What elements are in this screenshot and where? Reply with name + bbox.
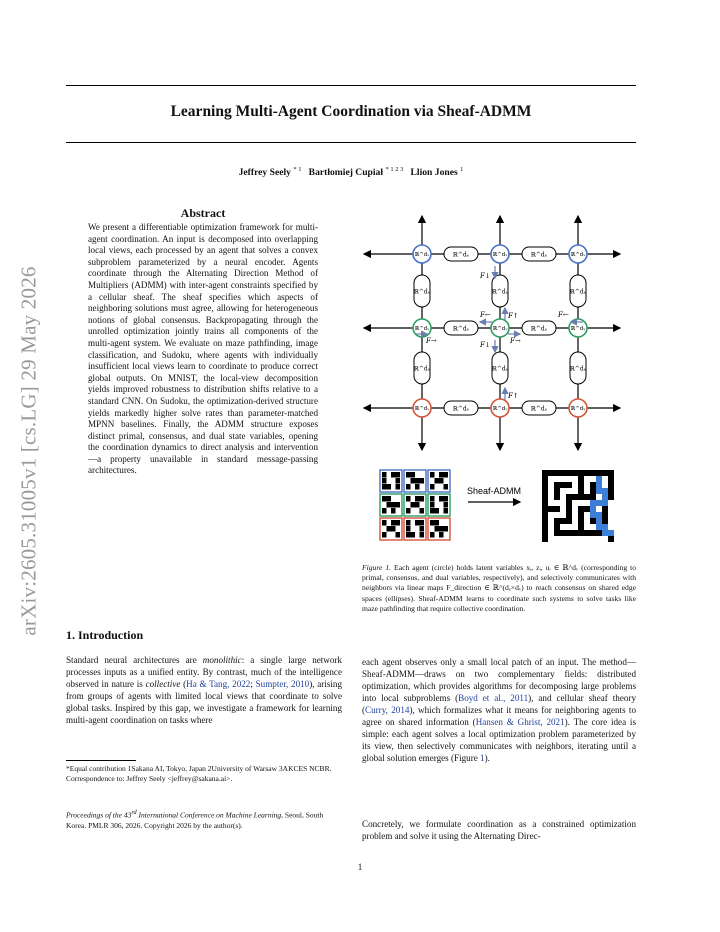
maze-wall-cell <box>420 526 425 532</box>
solution-path-cell <box>602 524 608 530</box>
maze-open-cell <box>602 476 608 482</box>
maze-open-cell <box>548 512 554 518</box>
maze-open-cell <box>572 524 578 530</box>
maze-open-cell <box>572 512 578 518</box>
author-name: Bartłomiej Cupiał <box>308 167 384 179</box>
maze-wall-cell <box>411 532 416 538</box>
edge-space-label: ℝ^dₑ <box>569 365 587 373</box>
maze-wall-cell <box>420 532 425 538</box>
maze-open-cell <box>548 518 554 524</box>
maze-wall-cell <box>415 484 420 490</box>
maze-open-cell <box>560 500 566 506</box>
maze-open-cell <box>608 500 614 506</box>
solution-path-cell <box>602 488 608 494</box>
solution-path-cell <box>590 506 596 512</box>
maze-wall-cell <box>420 508 425 514</box>
maze-wall-cell <box>444 484 449 490</box>
maze-open-cell <box>548 488 554 494</box>
maze-open-cell <box>590 536 596 542</box>
maze-open-cell <box>554 500 560 506</box>
sheaf-admm-label: Sheaf-ADMM <box>466 486 522 496</box>
maze-open-cell <box>560 512 566 518</box>
caption-text: Each agent (circle) holds latent variables xᵢ, zᵢ, uᵢ ∈ ℝ^dᵥ (corresponding to primal, consensus, and dual variables, respectively), and selectively communicates with neighbors via linear maps F_direction ∈ ℝ^(dₑ×dᵥ) to reach consensus on shared edge spaces (ellipses). Sheaf-ADMM learns to coordinate such systems to solve tasks like maze pathfinding that require collective coordination. <box>362 563 637 613</box>
solved-maze <box>542 470 614 542</box>
edge-space-label: ℝ^dₑ <box>569 288 587 296</box>
emphasis: collective <box>145 679 181 689</box>
maze-open-cell <box>602 482 608 488</box>
agent-node-label: ℝ^dᵥ <box>570 252 586 259</box>
maze-wall-cell <box>406 508 411 514</box>
maze-wall-cell <box>415 478 420 484</box>
solution-path-cell <box>590 500 596 506</box>
edge-space-label: ℝ^dₑ <box>530 251 548 259</box>
figure-link[interactable]: 1 <box>480 753 485 763</box>
maze-open-cell <box>560 476 566 482</box>
citation-link[interactable]: Hansen & Ghrist, 2021 <box>475 717 565 727</box>
citation-link[interactable]: Boyd et al., 2011 <box>458 693 529 703</box>
agent-node-label: ℝ^dᵥ <box>414 406 430 413</box>
title-rule <box>66 142 636 143</box>
agent-node-label: ℝ^dᵥ <box>414 326 430 333</box>
intro-paragraph-right-2: Concretely, we formulate coordination as a constrained optimization problem and solve it using the Alternating Direc- <box>362 819 636 841</box>
maze-open-cell <box>572 476 578 482</box>
maze-open-cell <box>554 476 560 482</box>
maze-wall-cell <box>391 472 396 478</box>
abstract-text: We present a differentiable optimization framework for multi-agent coordination. An input is decomposed into overlapping local views, each processed by an agent that solves a convex subproblem parameterized by a neural encoder. Agents coordinate through the Alternating Direction Method of Multipliers (ADMM) with inter-agent constraints specified by a cellular sheaf. The sheaf specifies which aspects of neighboring solutions must agree, allowing for heterogeneous notions of global consensus. Backpropagating through the unrolled optimization jointly trains all components of the multi-agent system. We evaluate on maze pathfinding, image classification, and Sudoku, where agents with individually insufficient local views learn to coordinate to produce correct global outputs. On MNIST, the local-view decomposition yields improved robustness to distribution shifts relative to a standard CNN. On Sudoku, the optimization-derived structure yields markedly higher solve rates than parameter-matched MPNN baselines. Finally, the ADMM structure exposes distinct primal, consensus, and dual state variables, opening the coordination dynamics to direct analysis and intervention—a property unavailable in standard message-passing architectures. <box>88 222 318 476</box>
map-label: F→ <box>510 337 521 345</box>
citation-link[interactable]: Ha & Tang, 2022 <box>186 679 251 689</box>
maze-wall-cell <box>444 472 449 478</box>
maze-open-cell <box>572 518 578 524</box>
intro-paragraph-left <box>66 654 342 726</box>
maze-open-cell <box>560 488 566 494</box>
maze-open-cell <box>608 506 614 512</box>
edge-space-label: ℝ^dₑ <box>452 405 470 413</box>
maze-open-cell <box>560 494 566 500</box>
page-number: 1 <box>357 862 363 872</box>
text-run: ), arising from groups of agents with limited local views that coordinate to solve global tasks. Inspired by this gap, we investigate a framework for learning multi-agent coordination on tasks where <box>66 679 343 725</box>
solution-path-cell <box>590 512 596 518</box>
maze-open-cell <box>578 500 584 506</box>
text-run: ), which formalizes what it means for neighboring agents to agree on shared information ( <box>362 705 636 727</box>
map-label: F→ <box>426 337 437 345</box>
maze-open-cell <box>608 518 614 524</box>
maze-open-cell <box>584 500 590 506</box>
solution-path-cell <box>608 530 614 536</box>
maze-open-cell <box>572 488 578 494</box>
maze-open-cell <box>590 476 596 482</box>
intro-paragraph-right <box>362 656 636 764</box>
agent-node-label: ℝ^dᵥ <box>492 406 508 413</box>
solution-path-cell <box>602 530 608 536</box>
maze-wall-cell <box>382 478 387 484</box>
maze-open-cell <box>548 530 554 536</box>
maze-wall-cell <box>382 532 387 538</box>
author-name: Jeffrey Seely <box>238 167 291 179</box>
footnote-rule <box>66 760 136 761</box>
maze-open-cell <box>602 536 608 542</box>
maze-open-cell <box>572 506 578 512</box>
maze-open-cell <box>608 524 614 530</box>
maze-wall-cell <box>439 532 444 538</box>
maze-open-cell <box>566 488 572 494</box>
maze-wall-cell <box>406 520 411 526</box>
maze-wall-cell <box>439 526 444 532</box>
maze-wall-cell <box>439 472 444 478</box>
maze-wall-cell <box>391 520 396 526</box>
solution-path-cell <box>596 512 602 518</box>
maze-wall-cell <box>387 496 392 502</box>
maze-open-cell <box>596 536 602 542</box>
maze-wall-cell <box>430 508 435 514</box>
maze-wall-cell <box>420 520 425 526</box>
agent-node-label: ℝ^dᵥ <box>492 252 508 259</box>
emphasis: monolithic <box>202 655 242 665</box>
map-label: F↑ <box>508 392 519 400</box>
edge-space-label: ℝ^dₑ <box>413 365 431 373</box>
edge-space-label: ℝ^dₑ <box>413 288 431 296</box>
author-name: Llion Jones <box>410 167 458 179</box>
maze-wall-cell <box>391 508 396 514</box>
maze-wall-cell <box>387 502 392 508</box>
maze-wall-cell <box>382 472 387 478</box>
map-label: F↑ <box>508 312 519 320</box>
footnote: *Equal contribution 1Sakana AI, Tokyo, Japan 2University of Warsaw 3AKCES NCBR. Correspondence to: Jeffrey Seely <jeffrey@sakana.ai>. <box>66 764 332 783</box>
maze-open-cell <box>554 512 560 518</box>
edge-space-label: ℝ^dₑ <box>530 325 548 333</box>
maze-wall-cell <box>387 526 392 532</box>
maze-wall-cell <box>406 532 411 538</box>
maze-wall-cell <box>387 484 392 490</box>
maze-open-cell <box>584 524 590 530</box>
maze-open-cell <box>584 488 590 494</box>
text-run: : a single large network processes inputs as a unified entity. By contrast, much of the intelligence observed in nature is <box>66 655 342 689</box>
solution-path-cell <box>596 524 602 530</box>
maze-open-cell <box>584 536 590 542</box>
maze-open-cell <box>566 476 572 482</box>
maze-open-cell <box>560 536 566 542</box>
maze-wall-cell <box>406 484 411 490</box>
text-run: ), and cellular sheaf theory ( <box>362 693 636 715</box>
edge-space-label: ℝ^dₑ <box>491 288 509 296</box>
maze-open-cell <box>608 512 614 518</box>
maze-open-cell <box>566 524 572 530</box>
maze-wall-cell <box>396 484 401 490</box>
maze-wall-cell <box>382 508 387 514</box>
solution-path-cell <box>596 518 602 524</box>
maze-wall-cell <box>430 502 435 508</box>
text-run: ; <box>250 679 256 689</box>
edge-space-label: ℝ^dₑ <box>491 365 509 373</box>
maze-wall-cell <box>444 496 449 502</box>
maze-open-cell <box>572 482 578 488</box>
maze-wall-cell <box>396 502 401 508</box>
paper-title: Learning Multi-Agent Coordination via Sheaf-ADMM <box>170 103 532 120</box>
maze-wall-cell <box>420 496 425 502</box>
maze-wall-cell <box>444 526 449 532</box>
arxiv-watermark <box>16 256 42 646</box>
solution-path-cell <box>596 476 602 482</box>
maze-wall-cell <box>439 478 444 484</box>
citation-link[interactable]: Curry, 2014 <box>365 705 410 715</box>
author-affiliation: * 1 2 3 <box>385 166 404 173</box>
maze-wall-cell <box>435 508 440 514</box>
maze-wall-cell <box>382 496 387 502</box>
section-heading: 1. Introduction <box>66 628 144 642</box>
agent-node-label: ℝ^dᵥ <box>414 252 430 259</box>
maze-open-cell <box>554 536 560 542</box>
text-run: each agent observes only a small local patch of an input. The method—Sheaf-ADMM—draws on two complementary fields: distributed optimization, which provides algorithms for decomposing large problems into local subproblems ( <box>362 657 636 703</box>
maze-wall-cell <box>444 508 449 514</box>
text-run: Standard neural architectures are <box>66 655 203 665</box>
maze-open-cell <box>596 494 602 500</box>
maze-wall-cell <box>391 502 396 508</box>
maze-open-cell <box>578 536 584 542</box>
sheaf-graph-figure <box>352 212 632 454</box>
text-run: , Seoul, South Korea. PMLR 306, 2026. Copyright 2026 by the author(s). <box>66 810 324 830</box>
maze-wall-cell <box>396 520 401 526</box>
solution-path-cell <box>602 500 608 506</box>
maze-wall-cell <box>430 472 435 478</box>
maze-wall-cell <box>396 478 401 484</box>
maze-open-cell <box>548 476 554 482</box>
maze-wall-cell <box>406 526 411 532</box>
solution-path-cell <box>596 488 602 494</box>
maze-wall-cell <box>406 496 411 502</box>
solution-path-cell <box>602 494 608 500</box>
maze-open-cell <box>572 536 578 542</box>
maze-wall-cell <box>430 532 435 538</box>
abstract-heading: Abstract <box>180 206 226 220</box>
maze-wall-cell <box>435 520 440 526</box>
maze-open-cell <box>596 506 602 512</box>
edge-space-label: ℝ^dₑ <box>530 405 548 413</box>
map-label: F↓ <box>480 272 491 280</box>
maze-wall-cell <box>420 478 425 484</box>
figure-caption <box>362 563 636 614</box>
maze-wall-cell <box>439 496 444 502</box>
maze-wall-cell <box>435 526 440 532</box>
maze-wall-cell <box>382 520 387 526</box>
maze-open-cell <box>584 512 590 518</box>
text-run: ). <box>484 753 490 763</box>
arxiv-id: arXiv:2605.31005v1 [cs.LG] 29 May 2026 <box>16 266 41 636</box>
maze-open-cell <box>548 536 554 542</box>
maze-wall-cell <box>411 502 416 508</box>
text-run: International Conference on Machine Learning <box>136 810 282 820</box>
maze-wall-cell <box>382 484 387 490</box>
proceedings-note <box>66 808 342 831</box>
agent-node-label: ℝ^dᵥ <box>492 326 508 333</box>
maze-open-cell <box>560 524 566 530</box>
maze-open-cell <box>548 500 554 506</box>
maze-open-cell <box>572 500 578 506</box>
map-label: F← <box>480 311 491 319</box>
author-affiliation: * 1 <box>293 166 302 173</box>
text-run: rd <box>131 809 137 816</box>
top-rule <box>66 85 636 86</box>
maze-figure <box>376 466 616 562</box>
solution-path-cell <box>596 482 602 488</box>
maze-wall-cell <box>415 502 420 508</box>
maze-open-cell <box>548 482 554 488</box>
edge-space-label: ℝ^dₑ <box>452 325 470 333</box>
maze-open-cell <box>548 524 554 530</box>
text-run: Proceedings of the 43 <box>66 810 132 820</box>
maze-wall-cell <box>391 526 396 532</box>
citation-link[interactable]: Sumpter, 2010 <box>255 679 310 689</box>
maze-wall-cell <box>430 496 435 502</box>
solution-path-cell <box>596 500 602 506</box>
maze-open-cell <box>590 524 596 530</box>
maze-open-cell <box>560 506 566 512</box>
maze-wall-cell <box>415 520 420 526</box>
maze-wall-cell <box>435 478 440 484</box>
edge-space-label: ℝ^dₑ <box>452 251 470 259</box>
maze-wall-cell <box>444 502 449 508</box>
author-list <box>66 166 636 178</box>
maze-wall-cell <box>406 472 411 478</box>
maze-open-cell <box>584 518 590 524</box>
maze-open-cell <box>584 476 590 482</box>
maze-open-cell <box>566 536 572 542</box>
maze-wall-cell <box>411 478 416 484</box>
maze-wall-cell <box>430 520 435 526</box>
map-label: F↓ <box>480 341 491 349</box>
caption-label: Figure 1. <box>362 563 392 572</box>
text-run: ( <box>180 679 187 689</box>
agent-node-label: ℝ^dᵥ <box>570 406 586 413</box>
maze-wall-cell <box>411 472 416 478</box>
maze-wall-cell <box>430 484 435 490</box>
maze-wall-cell <box>415 496 420 502</box>
text-run: ). The core idea is simple: each agent solves a local optimization problem parameterized by its view, then selectively communicates with neighbors, iterating until a global solution emerges (Figure <box>362 717 636 763</box>
map-label: F← <box>558 311 569 319</box>
author-affiliation: 1 <box>460 166 464 173</box>
agent-node-label: ℝ^dᵥ <box>570 326 586 333</box>
maze-wall-cell <box>396 532 401 538</box>
maze-wall-cell <box>396 472 401 478</box>
maze-open-cell <box>584 482 590 488</box>
maze-open-cell <box>548 494 554 500</box>
